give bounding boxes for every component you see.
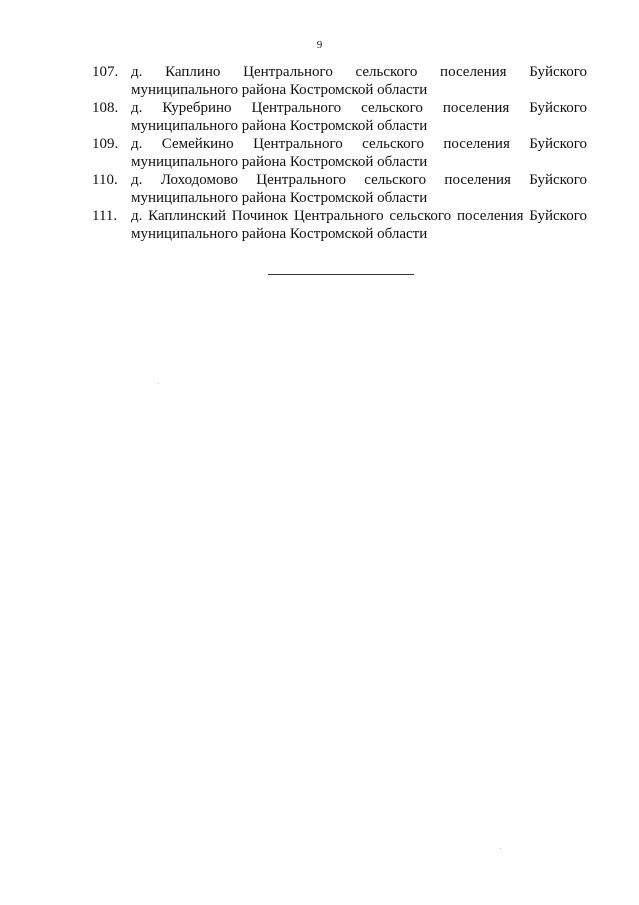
list-item: [92, 208, 587, 243]
item-number: 108.: [92, 100, 119, 116]
item-text: д. Каплинский Починок Центрального сельского поселения Буйского муниципального района Костромской области: [131, 208, 587, 242]
list-item: [92, 136, 587, 171]
item-text: д. Лоходомово Центрального сельского поселения Буйского муниципального района Костромской области: [131, 172, 587, 206]
item-number: 109.: [92, 136, 119, 152]
settlement-list: [92, 64, 587, 244]
list-item: [92, 64, 587, 99]
list-item: [92, 100, 587, 135]
end-separator-line: [268, 274, 414, 275]
page-number: 9: [316, 39, 323, 51]
scan-speck: [158, 383, 159, 384]
item-text: д. Семейкино Центрального сельского поселения Буйского муниципального района Костромской области: [131, 136, 587, 170]
item-text: д. Куребрино Центрального сельского поселения Буйского муниципального района Костромской области: [131, 100, 587, 134]
item-number: 111.: [92, 208, 118, 224]
scan-speck: [500, 848, 501, 849]
item-number: 107.: [92, 64, 119, 80]
item-number: 110.: [92, 172, 118, 188]
list-item: [92, 172, 587, 207]
item-text: д. Каплино Центрального сельского поселения Буйского муниципального района Костромской области: [131, 64, 587, 98]
